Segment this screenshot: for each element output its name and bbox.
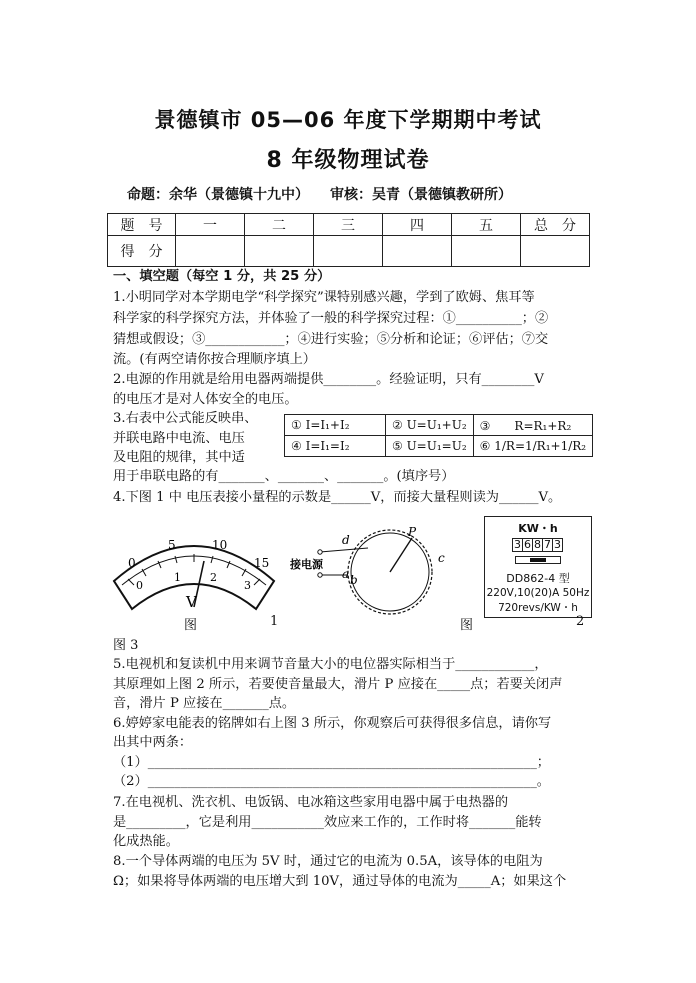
- meter-digit: 8: [534, 538, 541, 551]
- score-input-cell[interactable]: [383, 236, 452, 267]
- score-input-cell[interactable]: [245, 236, 314, 267]
- potentiometer-figure: [290, 520, 450, 620]
- score-header-cell: 五: [452, 214, 521, 236]
- question-line: 流。(有两空请你按合理顺序填上）: [113, 352, 316, 367]
- score-input-cell[interactable]: [521, 236, 590, 267]
- figure-label: 图: [460, 618, 474, 633]
- question-line: Ω；如果将导体两端的电压增大到 10V，通过导体的电流为_____A；如果这个: [113, 874, 567, 889]
- score-input-cell[interactable]: [452, 236, 521, 267]
- question-line: 8.一个导体两端的电压为 5V 时，通过它的电流为 0.5A，该导体的电阻为: [113, 854, 543, 869]
- figure-label: 图: [184, 618, 198, 633]
- scale-top-label: 15: [254, 556, 270, 570]
- score-table: [107, 213, 590, 267]
- score-header-cell: 一: [176, 214, 245, 236]
- score-header-cell: 四: [383, 214, 452, 236]
- unit-label: V: [186, 593, 197, 611]
- section-heading: 一、填空题（每空 1 分，共 25 分）: [113, 269, 331, 284]
- answer-line[interactable]: （2）___________________________________________________________。: [113, 774, 550, 789]
- score-label-cell: 得 分: [108, 236, 176, 267]
- question-line: 的电压才是对人体安全的电压。: [113, 392, 298, 407]
- scale-bottom-label: 1: [174, 571, 181, 584]
- exam-subtitle: 8 年级物理试卷: [266, 148, 430, 173]
- voltmeter-figure: [108, 523, 280, 615]
- question-line: 7.在电视机、洗衣机、电饭锅、电冰箱这些家用电器中属于电热器的: [113, 795, 509, 810]
- question-line: 出其中两条：: [113, 735, 193, 750]
- score-header-cell: 二: [245, 214, 314, 236]
- author-line: [127, 184, 512, 204]
- figure-label: 1: [270, 614, 279, 629]
- formula-cell: ③ R=R₁+R₂: [473, 415, 592, 436]
- question-line: 4.下图 1 中 电压表接小量程的示数是______V，而接大量程则读为______V。: [113, 490, 562, 505]
- formula-cell: ⑥ 1/R=1/R₁+1/R₂: [473, 436, 592, 457]
- meter-digits: [485, 538, 591, 552]
- energy-meter-nameplate: [484, 516, 592, 618]
- figure-label: 图 3: [113, 638, 139, 653]
- scale-top-label: 5: [168, 538, 176, 552]
- meter-dial-window: [515, 556, 561, 564]
- scale-bottom-label: 3: [244, 579, 251, 592]
- question-line: 是_________，它是利用___________效应来工作的，工作时将_______能转: [113, 815, 542, 830]
- score-header-cell: 题 号: [108, 214, 176, 236]
- question-line: 科学家的科学探究方法，并体验了一般的科学探究过程：①__________；②: [113, 311, 549, 326]
- meter-digit: 6: [524, 538, 531, 551]
- reviewer: 审核：吴青（景德镇教研所）: [330, 187, 512, 203]
- meter-digit: 7: [544, 538, 551, 551]
- question-line: 并联电路中电流、电压: [113, 431, 245, 446]
- exam-title: 景德镇市 05—06 年度下学期期中考试: [154, 108, 542, 132]
- question-line: 其原理如上图 2 所示，若要使音量最大，滑片 P 应接在_____点；若要关闭声: [113, 677, 563, 692]
- scale-bottom-label: 0: [136, 579, 143, 592]
- question-line: 及电阻的规律，其中适: [113, 450, 245, 465]
- figure-label: 2: [576, 614, 585, 629]
- meter-digit: 3: [554, 538, 561, 551]
- question-line: 用于串联电路的有_______、_______、_______。(填序号）: [113, 469, 455, 484]
- meter-revs: 720revs/KW・h: [498, 602, 578, 614]
- meter-model: DD862-4 型: [506, 572, 570, 585]
- question-line: 化成热能。: [113, 834, 179, 849]
- point-label: a: [342, 567, 350, 581]
- formula-table: [284, 414, 593, 457]
- meter-digit: 3: [514, 538, 521, 551]
- score-header-cell: 总 分: [521, 214, 590, 236]
- formula-cell: ① I=I₁+I₂: [285, 415, 386, 436]
- score-value-row: [108, 236, 590, 267]
- scale-bottom-label: 2: [210, 571, 217, 584]
- point-label: P: [408, 525, 417, 539]
- question-line: 3.右表中公式能反映串、: [113, 411, 258, 426]
- question-line: 音，滑片 P 应接在_______点。: [113, 696, 296, 711]
- score-input-cell[interactable]: [176, 236, 245, 267]
- question-line: 6.婷婷家电能表的铭牌如右上图 3 所示，你观察后可获得很多信息，请你写: [113, 716, 552, 731]
- point-label: d: [342, 533, 350, 547]
- meter-rating: 220V,10(20)A 50Hz: [486, 587, 590, 599]
- question-line: 1.小明同学对本学期电学“科学探究”课特别感兴趣，学到了欧姆、焦耳等: [113, 290, 535, 305]
- formula-cell: ⑤ U=U₁=U₂: [386, 436, 474, 457]
- scale-top-label: 10: [212, 538, 228, 552]
- scale-top-label: 0: [128, 556, 136, 570]
- score-header-cell: 三: [314, 214, 383, 236]
- formula-cell: ② U=U₁+U₂: [386, 415, 474, 436]
- question-line: 猜想或假设；③____________；④进行实验；⑤分析和论证；⑥评估；⑦交: [113, 332, 549, 347]
- meter-unit: KW・h: [518, 522, 558, 535]
- proposer: 命题：余华（景德镇十九中）: [127, 187, 302, 203]
- question-line: 2.电源的作用就是给用电器两端提供________。经验证明，只有________V: [113, 372, 544, 387]
- score-header-row: [108, 214, 590, 236]
- score-input-cell[interactable]: [314, 236, 383, 267]
- power-source-label: 接电源: [290, 558, 323, 571]
- formula-cell: ④ I=I₁=I₂: [285, 436, 386, 457]
- question-line: 5.电视机和复读机中用来调节音量大小的电位器实际相当于____________，: [113, 657, 548, 672]
- point-label: b: [350, 573, 358, 587]
- answer-line[interactable]: （1）___________________________________________________________；: [113, 755, 550, 770]
- point-label: c: [438, 551, 445, 565]
